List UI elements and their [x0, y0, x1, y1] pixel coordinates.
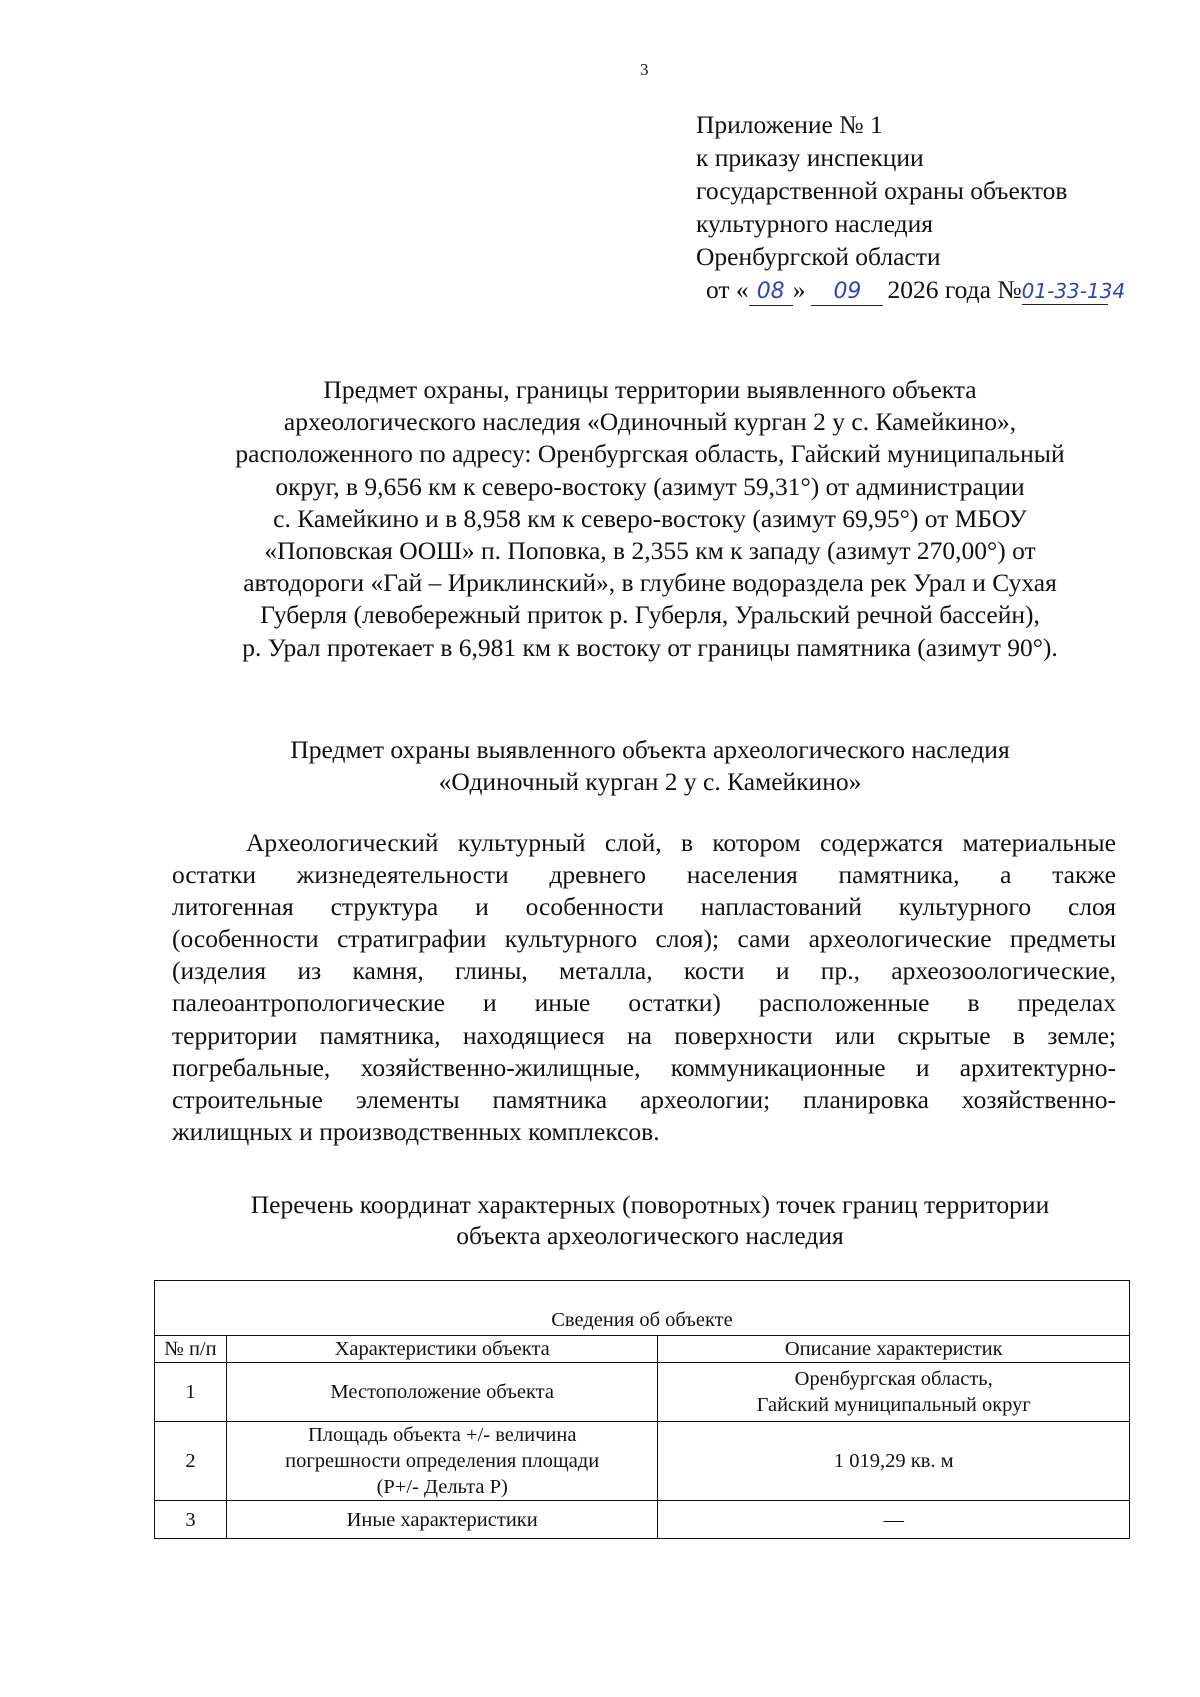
paragraph-line: палеоантропологические и иные остатки) расположенные в пределах — [172, 988, 1116, 1018]
main-title-line: Предмет охраны, границы территории выявленного объекта — [323, 375, 977, 404]
main-title-line: р. Урал протекает в 6,981 км к востоку от границы памятника (азимут 90°). — [242, 632, 1058, 662]
coords-title-line: Перечень координат характерных (поворотных) точек границ территории — [250, 1190, 1050, 1219]
main-title-line: округ, в 9,656 км к северо-востоку (азимут 59,31°) от администрации — [275, 471, 1025, 501]
cell-line: (P+/- Дельта P) — [376, 1476, 508, 1498]
cell-line: Оренбургская область, — [794, 1368, 993, 1390]
main-title — [150, 374, 1150, 664]
handwritten-month: 09 — [811, 279, 883, 306]
paragraph-line: территории памятника, находящиеся на поверхности или скрытые в земле; — [172, 1020, 1116, 1050]
object-info-table — [154, 1280, 1130, 1539]
row-number: 2 — [155, 1422, 227, 1501]
paragraph-line: литогенная структура и особенности напластований культурного слоя — [172, 892, 1116, 922]
order-date-line — [696, 273, 1126, 306]
appendix-line: к приказу инспекции — [696, 143, 924, 172]
page-number: 3 — [640, 60, 649, 79]
appendix-line: культурного наследия — [696, 209, 934, 238]
cell-line: погрешности определения площади — [285, 1450, 600, 1472]
row-number: 1 — [155, 1363, 227, 1422]
table-caption: Сведения об объекте — [155, 1281, 1130, 1336]
main-title-line: Губерля (левобережный приток р. Губерля, Уральский речной бассейн), — [260, 600, 1040, 630]
cell-line: Гайский муниципальный округ — [756, 1394, 1031, 1416]
appendix-line: Оренбургской области — [696, 242, 941, 271]
appendix-line: Приложение № 1 — [696, 110, 883, 139]
cell-line: Иные характеристики — [346, 1508, 538, 1531]
appendix-header — [696, 108, 1126, 306]
paragraph-line: жилищных и производственных комплексов. — [172, 1116, 660, 1146]
table-row — [155, 1501, 1130, 1539]
header-characteristic: Характеристики объекта — [226, 1336, 658, 1363]
row-description — [658, 1501, 1130, 1539]
row-characteristic — [226, 1501, 658, 1539]
paragraph-line: (изделия из камня, глины, металла, кости и пр., археозоологические, — [172, 956, 1116, 986]
handwritten-order-number: 01-33-134 — [1021, 279, 1126, 303]
row-description — [658, 1363, 1130, 1422]
table-header-row — [155, 1336, 1130, 1363]
coords-title — [150, 1189, 1150, 1251]
header-description: Описание характеристик — [658, 1336, 1130, 1363]
date-prefix: от « — [706, 275, 749, 304]
date-quote-close: » — [792, 275, 806, 304]
row-description — [658, 1422, 1130, 1501]
main-title-line: расположенного по адресу: Оренбургская область, Гайский муниципальный — [235, 439, 1065, 469]
paragraph-line: (особенности стратиграфии культурного слоя); сами археологические предметы — [172, 924, 1116, 954]
row-characteristic — [226, 1363, 658, 1422]
cell-line: 1 019,29 кв. м — [833, 1450, 954, 1472]
main-title-line: «Поповская ООШ» п. Поповка, в 2,355 км к западу (азимут 270,00°) от — [264, 536, 1036, 566]
paragraph-line: погребальные, хозяйственно-жилищные, коммуникационные и архитектурно- — [172, 1052, 1116, 1082]
table-caption-row — [155, 1281, 1130, 1336]
subject-title-line: «Одиночный курган 2 у с. Камейкино» — [438, 767, 862, 796]
handwritten-day: 08 — [749, 279, 793, 306]
header-number: № п/п — [155, 1336, 227, 1363]
main-title-line: с. Камейкино и в 8,958 км к северо-востоку (азимут 69,95°) от МБОУ — [273, 503, 1027, 533]
date-year-text: 2026 года № — [887, 275, 1022, 304]
main-title-line: археологического наследия «Одиночный курган 2 у с. Камейкино», — [283, 407, 1017, 437]
paragraph-line: остатки жизнедеятельности древнего населения памятника, а также — [172, 860, 1116, 890]
table-row — [155, 1422, 1130, 1501]
cell-line: Площадь объекта +/- величина — [307, 1424, 577, 1446]
appendix-line: государственной охраны объектов — [696, 176, 1068, 205]
subject-title-line: Предмет охраны выявленного объекта археологического наследия — [290, 735, 1010, 764]
row-number: 3 — [155, 1501, 227, 1539]
coords-title-line: объекта археологического наследия — [456, 1221, 844, 1250]
cell-line: — — [883, 1508, 904, 1531]
cell-line: Местоположение объекта — [330, 1381, 554, 1403]
row-characteristic — [226, 1422, 658, 1501]
subject-paragraph — [172, 827, 1116, 1148]
subject-title — [150, 734, 1150, 798]
table-row — [155, 1363, 1130, 1422]
paragraph-line: Археологический культурный слой, в котором содержатся материальные — [246, 828, 1116, 857]
main-title-line: автодороги «Гай – Ириклинский», в глубине водораздела рек Урал и Сухая — [243, 568, 1057, 598]
paragraph-line: строительные элементы памятника археологии; планировка хозяйственно- — [172, 1084, 1116, 1114]
